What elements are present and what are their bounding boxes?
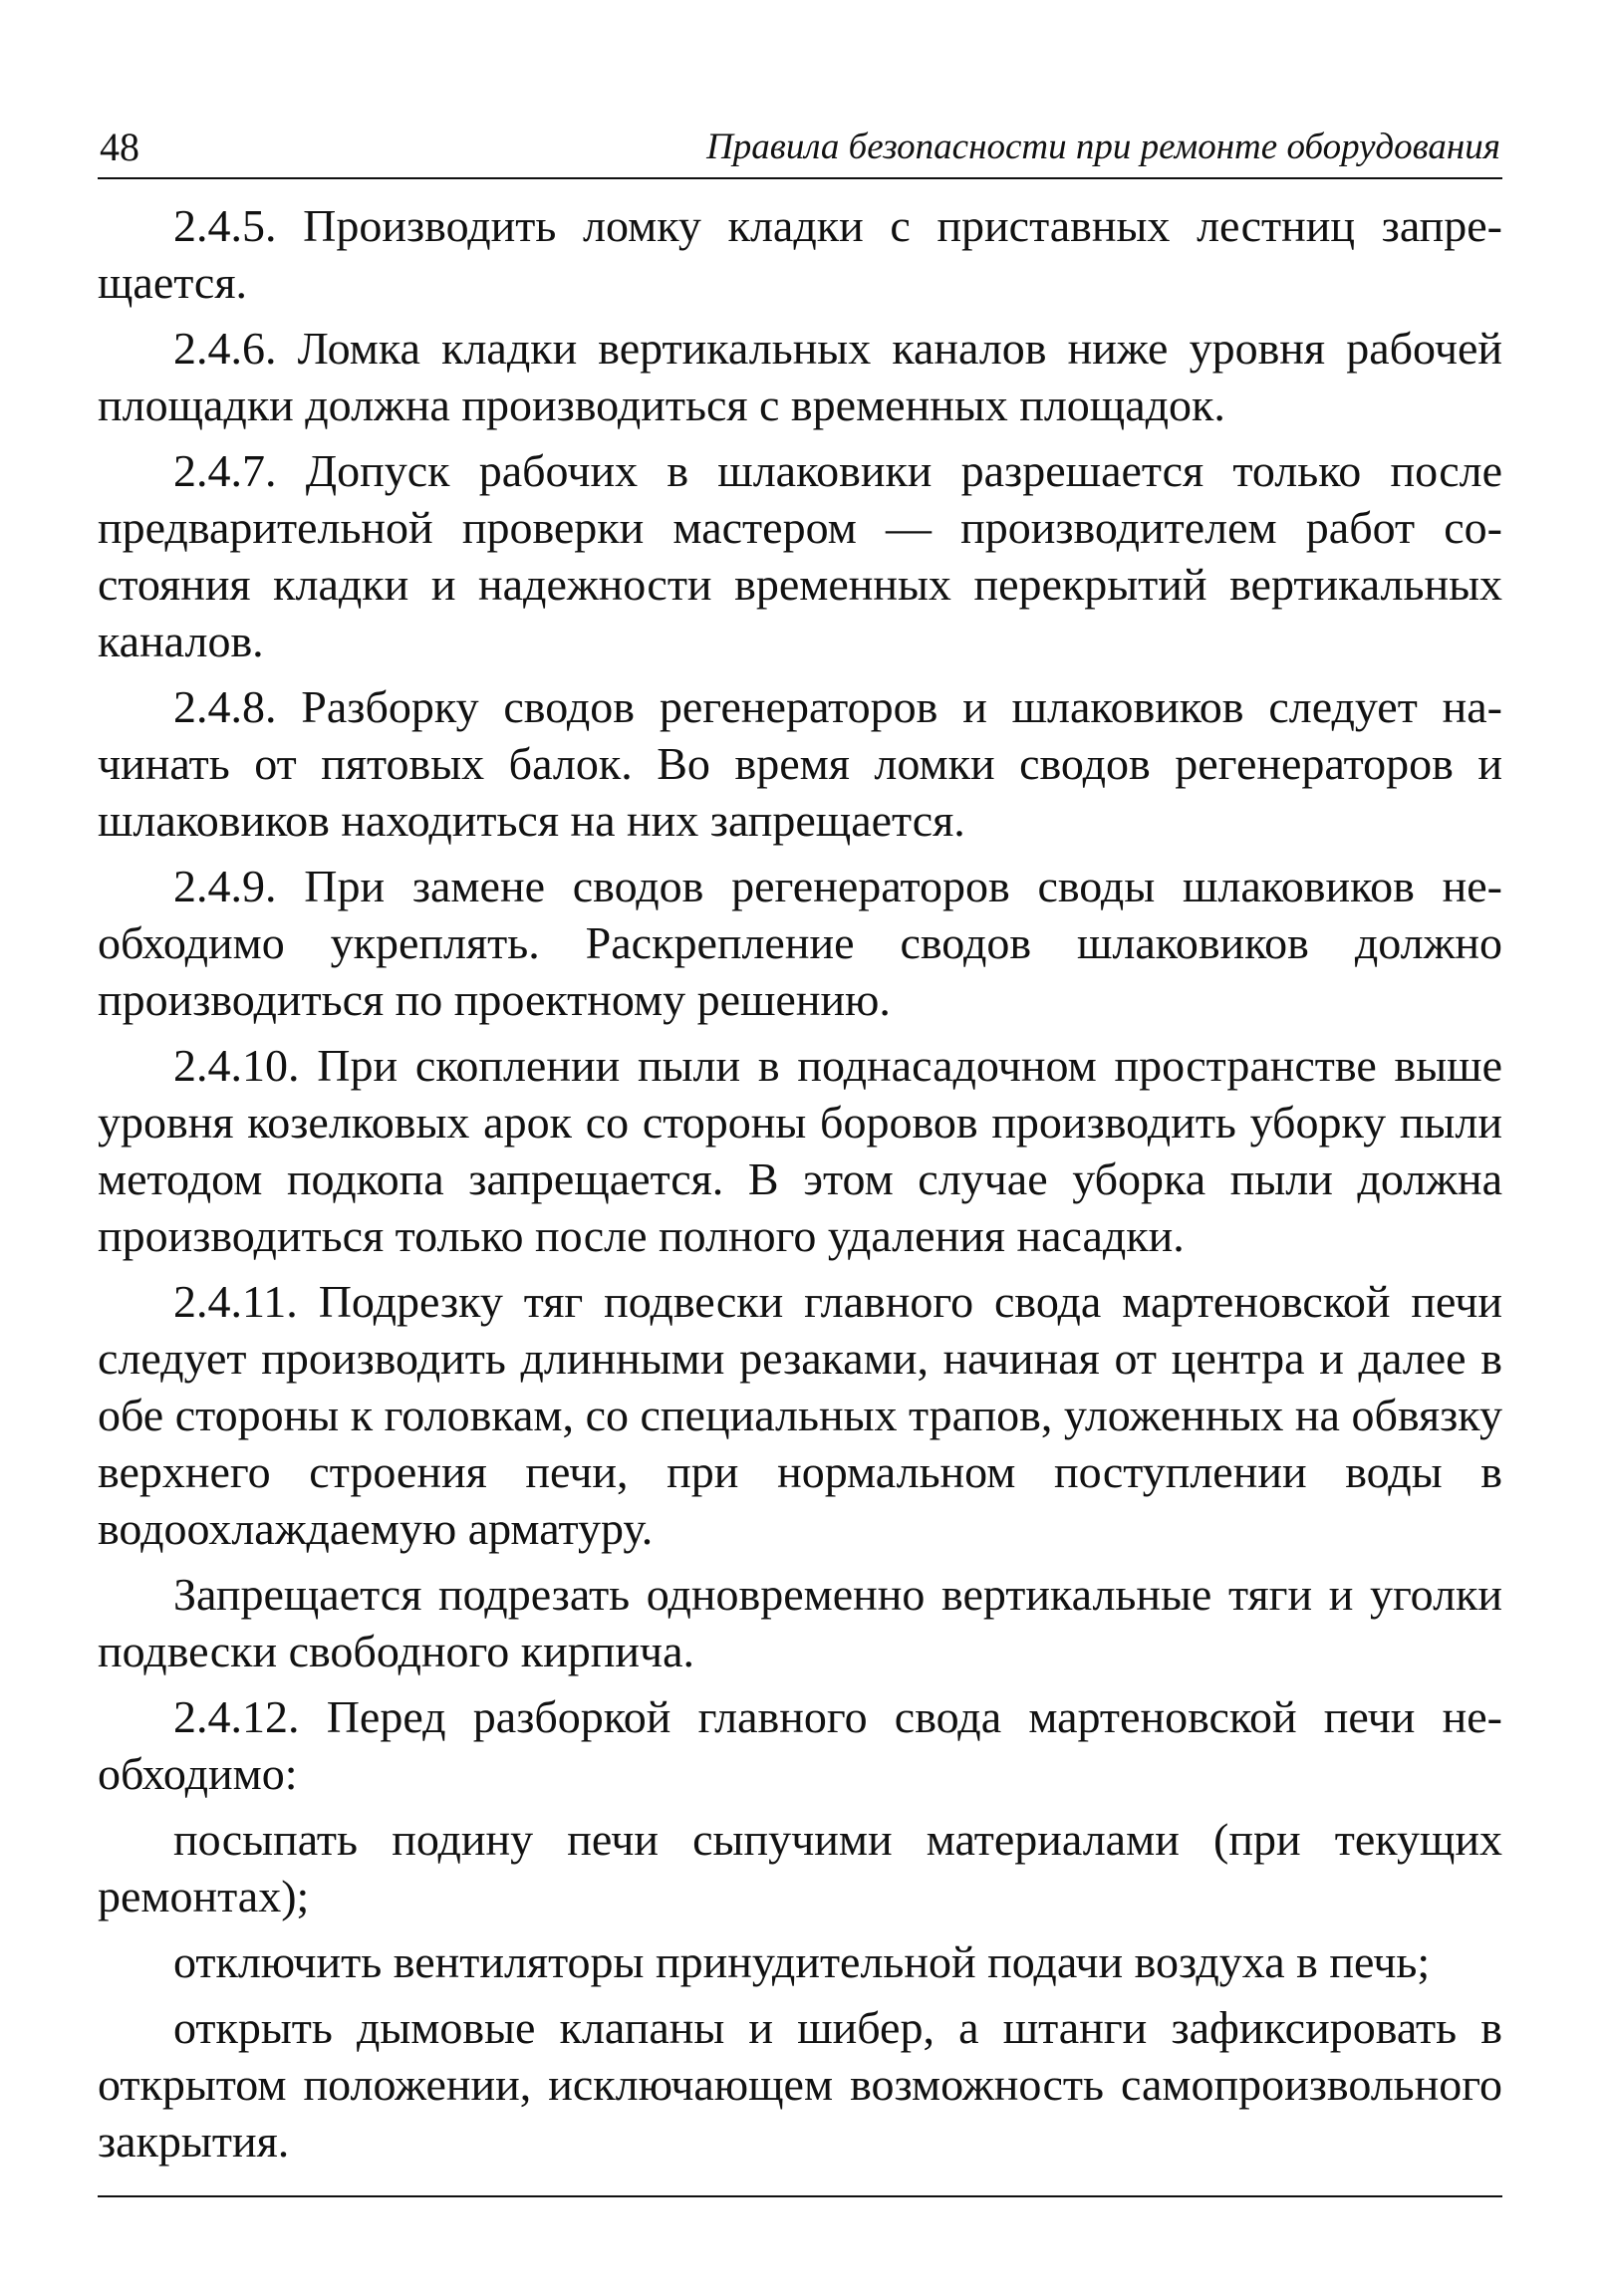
list-item-disable-fans: отключить вентиляторы принудительной подачи воздуха в печь; (173, 1936, 1431, 1987)
paragraph-2-4-6: 2.4.6. Ломка кладки вертикальных каналов ниже уровня рабочей площадки должна производиться с временных площадок. (98, 323, 1502, 430)
paragraph-prohibition-note: Запрещается подрезать одновременно вертикальные тяги и уголки подвески свободного кирпича. (98, 1569, 1502, 1676)
list-item-sprinkle-hearth: посыпать подину печи сыпучими материалами (при текущих ремонтах); (98, 1814, 1502, 1921)
bottom-rule (98, 2195, 1502, 2197)
body-text (98, 197, 1502, 2169)
paragraph-2-4-12: 2.4.12. Перед разборкой главного свода мартеновской печи необходимо: (98, 1691, 1502, 1799)
document-page (98, 118, 1502, 2197)
paragraph-2-4-7: 2.4.7. Допуск рабочих в шлаковики разрешается только после предварительной проверки мастером — производителем работ состояния кладки и надежности временных перекрытий вертикальных каналов. (98, 445, 1502, 666)
paragraph-2-4-11: 2.4.11. Подрезку тяг подвески главного свода мартеновской печи следует производить длинными резаками, начиная от центра и далее в обе стороны к головкам, со специальных трапов, уложенных на обвязку верхнего строения печи, при нормальном поступлении воды в водоохлаждаемую арматуру. (98, 1276, 1502, 1554)
list-item-open-valves: открыть дымовые клапаны и шибер, а штанги зафиксировать в открытом положении, исключающем возможность самопроизвольного закрытия. (98, 2002, 1502, 2167)
paragraph-2-4-8: 2.4.8. Разборку сводов регенераторов и шлаковиков следует начинать от пятовых балок. Во время ломки сводов регенераторов и шлаковиков находиться на них запрещается. (98, 681, 1502, 846)
running-header (98, 118, 1502, 179)
running-title: Правила безопасности при ремонте оборудования (706, 127, 1500, 167)
page-number: 48 (100, 125, 139, 169)
paragraph-2-4-9: 2.4.9. При замене сводов регенераторов своды шлаковиков необходимо укреплять. Раскрепление сводов шлаковиков должно производиться по проектному решению. (98, 861, 1502, 1025)
paragraph-2-4-10: 2.4.10. При скоплении пыли в поднасадочном пространстве выше уровня козелковых арок со стороны боровов производить уборку пыли методом подкопа запрещается. В этом случае уборка пыли должна производиться только после полного удаления насадки. (98, 1040, 1502, 1261)
paragraph-2-4-5: 2.4.5. Производить ломку кладки с приставных лестниц запрещается. (98, 200, 1502, 308)
